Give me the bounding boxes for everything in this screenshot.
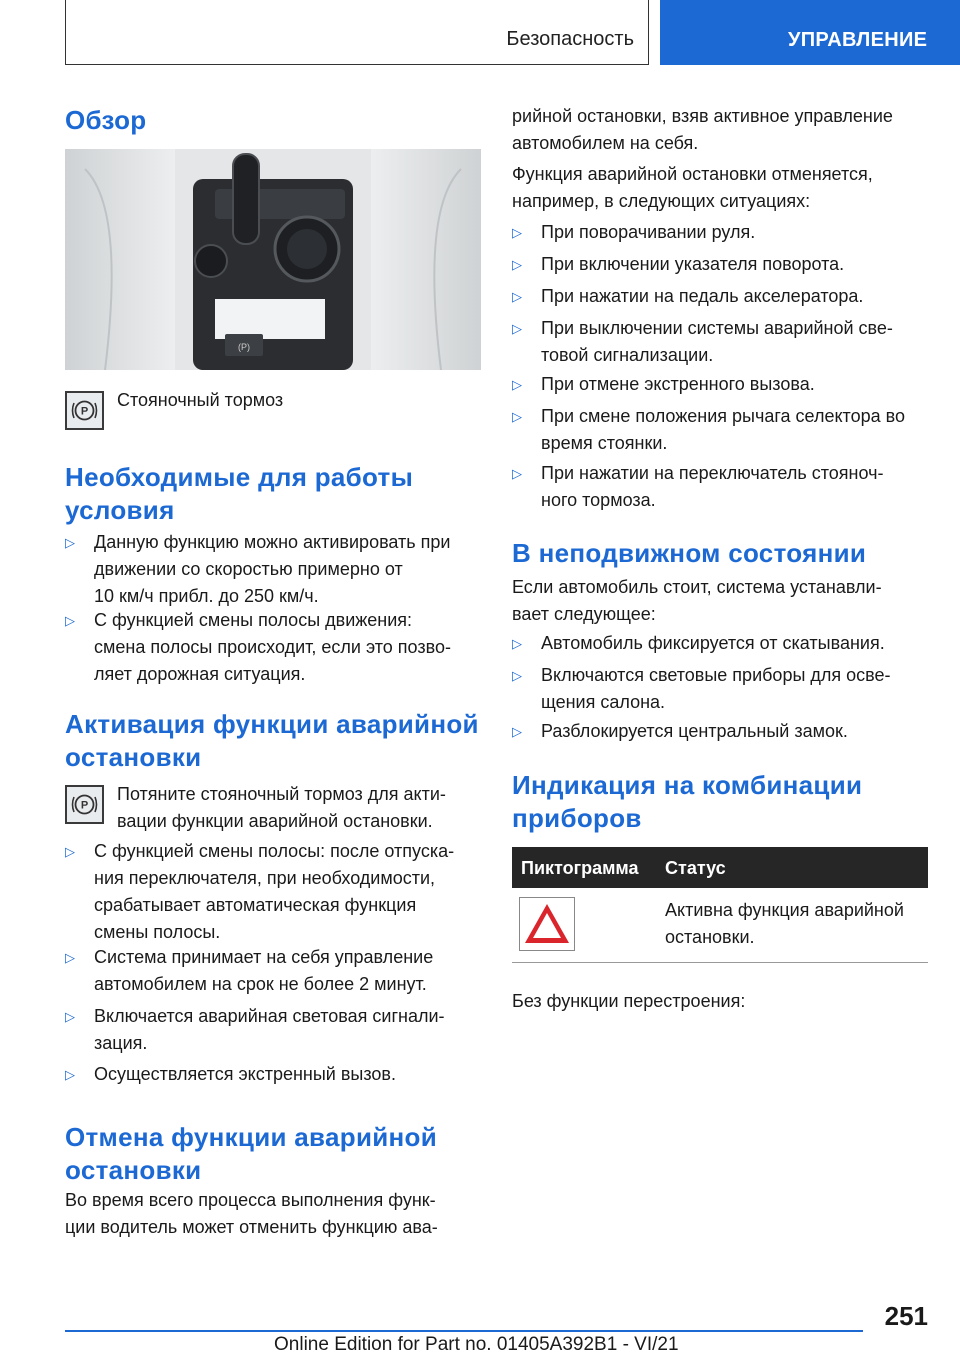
- list-item: ▷ Данную функцию можно активировать при движении со скоростью примерно от 10 км/ч прибл. до 250 км/ч.: [65, 529, 481, 610]
- list-item: ▷ Включаются световые приборы для осве- щения салона.: [512, 662, 928, 716]
- cancel-intro: Функция аварийной остановки отменяется, например, в следующих ситуациях:: [512, 164, 873, 211]
- no-lane-change-text: Без функции перестроения:: [512, 991, 746, 1011]
- bullet-triangle-icon: ▷: [512, 668, 522, 683]
- list-item: ▷ Автомобиль фиксируется от скатывания.: [512, 630, 928, 657]
- header-section-label: Безопасность: [506, 28, 634, 50]
- table-col-status: Статус: [665, 858, 726, 878]
- page-number: 251: [884, 1301, 928, 1331]
- parking-brake-icon: [65, 785, 104, 824]
- requirements-heading: Необходимые для работы условия: [65, 462, 414, 525]
- list-item: ▷ При нажатии на педаль акселератора.: [512, 283, 928, 310]
- continued-text: рийной остановки, взяв активное управление автомобилем на себя.: [512, 106, 893, 153]
- footer-divider: [65, 1330, 863, 1332]
- overview-heading: Обзор: [65, 105, 147, 135]
- parking-brake-photo: [65, 149, 481, 370]
- list-item: ▷ Система принимает на себя управление автомобилем на срок не более 2 минут.: [65, 944, 481, 998]
- activation-heading: Активация функции аварийной остановки: [65, 709, 479, 772]
- cancel-heading: Отмена функции аварийной остановки: [65, 1122, 437, 1185]
- parking-brake-icon: [65, 391, 104, 430]
- stationary-heading: В неподвижном состоянии: [512, 538, 867, 568]
- bullet-triangle-icon: ▷: [512, 466, 522, 481]
- table-header: [512, 847, 928, 888]
- list-item: ▷ Разблокируется центральный замок.: [512, 718, 928, 745]
- table-divider: [512, 962, 928, 963]
- list-item: ▷ При смене положения рычага селектора во время стоянки.: [512, 403, 928, 457]
- header-section-tab: [65, 0, 649, 65]
- bullet-triangle-icon: ▷: [512, 257, 522, 272]
- center-console-illustration: [65, 149, 481, 370]
- bullet-triangle-icon: ▷: [512, 724, 522, 739]
- table-row-status: Активна функция аварийной остановки.: [665, 900, 904, 947]
- footer-edition: Online Edition for Part no. 01405A392B1 - VI/21: [274, 1334, 679, 1355]
- bullet-triangle-icon: ▷: [512, 321, 522, 336]
- list-item: ▷ При включении указателя поворота.: [512, 251, 928, 278]
- svg-text:P: P: [80, 799, 89, 812]
- list-item: ▷ С функцией смены полосы движения: смена полосы происходит, если это позво- ляет дорожная ситуация.: [65, 607, 481, 688]
- cancel-text: Во время всего процесса выполнения функ- ции водитель может отменить функцию ава-: [65, 1190, 438, 1237]
- bullet-triangle-icon: ▷: [65, 950, 75, 965]
- warning-triangle-icon: [519, 897, 575, 951]
- stationary-intro: Если автомобиль стоит, система устанавли- вает следующее:: [512, 577, 882, 624]
- header-chapter-tab: [660, 0, 960, 65]
- photo-caption: Стояночный тормоз: [117, 390, 284, 410]
- table-col-pictogram: Пиктограмма: [521, 858, 639, 878]
- bullet-triangle-icon: ▷: [65, 1009, 75, 1024]
- activation-intro: Потяните стояночный тормоз для акти- вации функции аварийной остановки.: [117, 784, 446, 831]
- list-item: ▷ Включается аварийная световая сигнали- зация.: [65, 1003, 481, 1057]
- list-item: ▷ При отмене экстренного вызова.: [512, 371, 928, 398]
- svg-text:P: P: [80, 405, 89, 418]
- bullet-triangle-icon: ▷: [512, 377, 522, 392]
- svg-text:(P): (P): [238, 342, 250, 352]
- list-item: ▷ При нажатии на переключатель стояноч- ного тормоза.: [512, 460, 928, 514]
- header-chapter-label: УПРАВЛЕНИЕ: [788, 29, 928, 51]
- bullet-triangle-icon: ▷: [65, 613, 75, 628]
- bullet-triangle-icon: ▷: [512, 409, 522, 424]
- bullet-triangle-icon: ▷: [512, 225, 522, 240]
- list-item: ▷ При поворачивании руля.: [512, 219, 928, 246]
- bullet-triangle-icon: ▷: [65, 844, 75, 859]
- list-item: ▷ Осуществляется экстренный вызов.: [65, 1061, 481, 1088]
- bullet-triangle-icon: ▷: [512, 289, 522, 304]
- bullet-triangle-icon: ▷: [65, 535, 75, 550]
- indication-heading: Индикация на комбинации приборов: [512, 770, 863, 833]
- bullet-triangle-icon: ▷: [65, 1067, 75, 1082]
- bullet-triangle-icon: ▷: [512, 636, 522, 651]
- list-item: ▷ С функцией смены полосы: после отпуска- ния переключателя, при необходимости, срабатывает автоматическая функция смены полосы.: [65, 838, 481, 946]
- list-item: ▷ При выключении системы аварийной све- товой сигнализации.: [512, 315, 928, 369]
